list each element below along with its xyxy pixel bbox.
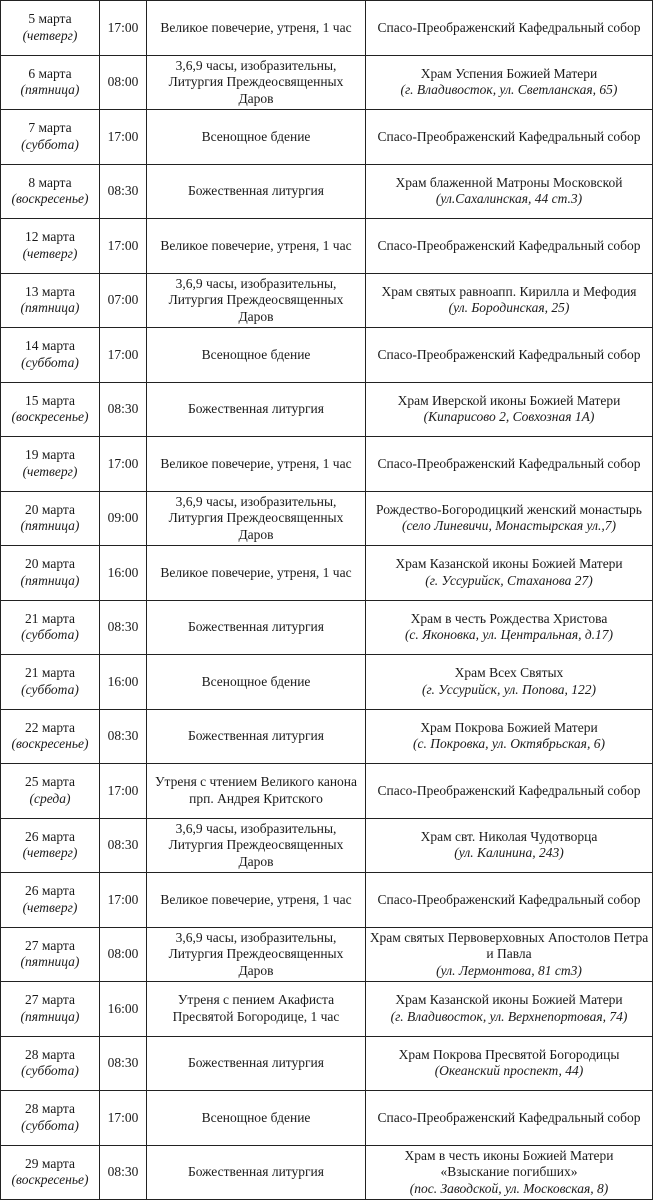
date-text: 22 марта: [25, 719, 75, 735]
service-text: Божественная литургия: [187, 401, 324, 416]
church-name: Спасо-Преображенский Кафедральный собор: [377, 455, 641, 471]
schedule-row: [1, 491, 653, 546]
date-cell: [1, 110, 100, 165]
service-cell: [147, 600, 366, 655]
church-address: (ул. Бородинская, 25): [448, 300, 570, 316]
church-address: (пос. Заводской, ул. Московская, 8): [409, 1180, 609, 1196]
time-cell: [100, 818, 147, 873]
time-text: 08:30: [107, 1055, 139, 1070]
date-cell: [1, 382, 100, 437]
place-cell: [366, 982, 653, 1037]
church-name: Спасо-Преображенский Кафедральный собор: [377, 891, 641, 907]
service-text: Великое повечерие, утреня, 1 час: [160, 564, 352, 580]
date-text: 12 марта: [25, 229, 75, 245]
place-cell: [366, 382, 653, 437]
church-address: (г. Уссурийск, Стаханова 27): [425, 572, 593, 588]
weekday-text: (воскресенье): [11, 409, 89, 425]
church-name: Рождество-Богородицкий женский монастырь: [376, 501, 642, 517]
place-cell: [366, 437, 653, 492]
schedule-row: [1, 55, 653, 110]
church-name: Храм Покрова Пресвятой Богородицы: [398, 1046, 620, 1062]
service-cell: [147, 328, 366, 383]
time-cell: [100, 328, 147, 383]
church-address: (ул. Лермонтова, 81 ст3): [436, 962, 582, 978]
service-text: Божественная литургия: [187, 728, 324, 743]
time-text: 08:30: [107, 183, 139, 198]
place-cell: [366, 927, 653, 982]
place-cell: [366, 546, 653, 601]
time-cell: [100, 219, 147, 274]
weekday-text: (пятница): [20, 954, 80, 970]
service-cell: [147, 219, 366, 274]
service-text: Утреня с чтением Великого канона прп. Андрея Критского: [154, 774, 358, 806]
place-cell: [366, 1, 653, 56]
church-name: Храм Успения Божией Матери: [420, 65, 598, 81]
church-name: Храм святых Первоверховных Апостолов Петра и Павла: [369, 929, 649, 961]
schedule-row: [1, 164, 653, 219]
weekday-text: (суббота): [21, 681, 79, 697]
time-text: 08:30: [107, 401, 139, 416]
place-cell: [366, 764, 653, 819]
date-text: 13 марта: [25, 283, 75, 299]
service-text: Божественная литургия: [187, 1164, 324, 1179]
service-text: Божественная литургия: [187, 619, 324, 634]
place-cell: [366, 1091, 653, 1146]
schedule-row: [1, 1145, 653, 1200]
time-text: 08:30: [107, 1164, 139, 1179]
church-address: (ул.Сахалинская, 44 ст.3): [435, 191, 583, 207]
service-cell: [147, 927, 366, 982]
time-cell: [100, 382, 147, 437]
service-cell: [147, 873, 366, 928]
date-cell: [1, 982, 100, 1037]
time-cell: [100, 982, 147, 1037]
time-cell: [100, 1036, 147, 1091]
time-cell: [100, 655, 147, 710]
schedule-row: [1, 273, 653, 328]
date-text: 26 марта: [25, 828, 75, 844]
place-cell: [366, 491, 653, 546]
date-text: 7 марта: [28, 120, 72, 136]
service-cell: [147, 1, 366, 56]
church-address: (г. Владивосток, ул. Светланская, 65): [400, 82, 618, 98]
time-text: 08:30: [107, 619, 139, 634]
time-text: 16:00: [107, 564, 139, 580]
date-cell: [1, 437, 100, 492]
time-text: 08:00: [107, 74, 139, 89]
date-cell: [1, 164, 100, 219]
place-cell: [366, 328, 653, 383]
service-text: 3,6,9 часы, изобразительны, Литургия Преждеосвященных Даров: [168, 57, 344, 106]
church-name: Храм блаженной Матроны Московской: [395, 174, 623, 190]
service-cell: [147, 1091, 366, 1146]
weekday-text: (четверг): [22, 899, 78, 915]
date-cell: [1, 655, 100, 710]
schedule-row: [1, 219, 653, 274]
time-text: 08:00: [107, 946, 139, 961]
date-text: 28 марта: [25, 1101, 75, 1117]
schedule-row: [1, 1091, 653, 1146]
time-cell: [100, 546, 147, 601]
time-text: 17:00: [107, 346, 139, 362]
weekday-text: (четверг): [22, 845, 78, 861]
weekday-text: (суббота): [21, 627, 79, 643]
place-cell: [366, 1145, 653, 1200]
date-cell: [1, 927, 100, 982]
date-cell: [1, 1091, 100, 1146]
church-address: (Кипарисово 2, Совхозная 1А): [423, 409, 595, 425]
church-address: (г. Уссурийск, ул. Попова, 122): [421, 681, 597, 697]
time-cell: [100, 437, 147, 492]
date-text: 27 марта: [25, 937, 75, 953]
service-text: Великое повечерие, утреня, 1 час: [160, 891, 352, 907]
schedule-row: [1, 600, 653, 655]
place-cell: [366, 110, 653, 165]
date-cell: [1, 818, 100, 873]
schedule-body: [1, 1, 653, 1200]
place-cell: [366, 818, 653, 873]
date-text: 21 марта: [25, 665, 75, 681]
church-name: Храм в честь иконы Божией Матери «Взыскание погибших»: [404, 1147, 614, 1179]
service-cell: [147, 1036, 366, 1091]
time-text: 08:30: [107, 728, 139, 743]
date-text: 29 марта: [25, 1155, 75, 1171]
church-address: (с. Покровка, ул. Октябрьская, 6): [413, 736, 605, 752]
place-cell: [366, 709, 653, 764]
time-cell: [100, 764, 147, 819]
weekday-text: (воскресенье): [11, 191, 89, 207]
weekday-text: (пятница): [20, 572, 80, 588]
service-cell: [147, 110, 366, 165]
church-name: Храм Покрова Божией Матери: [420, 719, 598, 735]
service-text: Утреня с пением Акафиста Пресвятой Богородице, 1 час: [172, 992, 340, 1024]
church-address: (Океанский проспект, 44): [434, 1063, 584, 1079]
date-text: 21 марта: [25, 610, 75, 626]
date-text: 26 марта: [25, 883, 75, 899]
time-cell: [100, 873, 147, 928]
schedule-row: [1, 764, 653, 819]
weekday-text: (суббота): [21, 1117, 79, 1133]
schedule-row: [1, 709, 653, 764]
place-cell: [366, 164, 653, 219]
date-cell: [1, 491, 100, 546]
service-cell: [147, 273, 366, 328]
church-address: (ул. Калинина, 243): [454, 845, 564, 861]
schedule-row: [1, 818, 653, 873]
date-cell: [1, 219, 100, 274]
time-text: 16:00: [107, 673, 139, 689]
church-name: Спасо-Преображенский Кафедральный собор: [377, 782, 641, 798]
time-cell: [100, 709, 147, 764]
service-cell: [147, 764, 366, 819]
church-name: Спасо-Преображенский Кафедральный собор: [377, 19, 641, 35]
church-address: (село Линевичи, Монастырская ул.,7): [401, 518, 617, 534]
place-cell: [366, 873, 653, 928]
weekday-text: (воскресенье): [11, 736, 89, 752]
church-name: Храм Всех Святых: [454, 665, 564, 681]
schedule-row: [1, 382, 653, 437]
date-cell: [1, 273, 100, 328]
schedule-row: [1, 110, 653, 165]
service-text: 3,6,9 часы, изобразительны, Литургия Преждеосвященных Даров: [168, 820, 344, 869]
church-address: (г. Владивосток, ул. Верхнепортовая, 74): [390, 1008, 628, 1024]
church-name: Спасо-Преображенский Кафедральный собор: [377, 1109, 641, 1125]
service-cell: [147, 164, 366, 219]
church-name: Храм свт. Николая Чудотворца: [420, 828, 598, 844]
date-text: 14 марта: [25, 338, 75, 354]
service-text: Всенощное бдение: [201, 346, 311, 362]
time-text: 09:00: [107, 510, 139, 525]
place-cell: [366, 273, 653, 328]
service-cell: [147, 546, 366, 601]
place-cell: [366, 655, 653, 710]
weekday-text: (пятница): [20, 1008, 80, 1024]
service-cell: [147, 709, 366, 764]
time-text: 17:00: [107, 128, 139, 144]
weekday-text: (четверг): [22, 245, 78, 261]
church-name: Спасо-Преображенский Кафедральный собор: [377, 237, 641, 253]
date-cell: [1, 328, 100, 383]
date-text: 25 марта: [25, 774, 75, 790]
church-name: Храм святых равноапп. Кирилла и Мефодия: [381, 283, 637, 299]
schedule-row: [1, 437, 653, 492]
weekday-text: (четверг): [22, 463, 78, 479]
service-cell: [147, 655, 366, 710]
schedule-row: [1, 1036, 653, 1091]
service-text: Великое повечерие, утреня, 1 час: [160, 237, 352, 253]
date-text: 6 марта: [28, 65, 72, 81]
schedule-row: [1, 927, 653, 982]
time-cell: [100, 55, 147, 110]
date-cell: [1, 873, 100, 928]
time-cell: [100, 491, 147, 546]
church-name: Храм Иверской иконы Божией Матери: [397, 392, 621, 408]
weekday-text: (пятница): [20, 82, 80, 98]
date-cell: [1, 1, 100, 56]
service-text: Божественная литургия: [187, 1055, 324, 1070]
service-cell: [147, 491, 366, 546]
time-text: 17:00: [107, 237, 139, 253]
schedule-row: [1, 328, 653, 383]
service-text: Всенощное бдение: [201, 673, 311, 689]
date-text: 8 марта: [28, 174, 72, 190]
time-text: 17:00: [107, 891, 139, 907]
time-cell: [100, 600, 147, 655]
place-cell: [366, 600, 653, 655]
service-cell: [147, 982, 366, 1037]
service-text: 3,6,9 часы, изобразительны, Литургия Преждеосвященных Даров: [168, 929, 344, 978]
time-cell: [100, 164, 147, 219]
service-text: Великое повечерие, утреня, 1 час: [160, 455, 352, 471]
schedule-row: [1, 546, 653, 601]
date-text: 27 марта: [25, 992, 75, 1008]
time-cell: [100, 927, 147, 982]
service-cell: [147, 818, 366, 873]
time-cell: [100, 273, 147, 328]
date-cell: [1, 1036, 100, 1091]
weekday-text: (пятница): [20, 300, 80, 316]
weekday-text: (четверг): [22, 27, 78, 43]
date-cell: [1, 764, 100, 819]
weekday-text: (суббота): [21, 1063, 79, 1079]
service-cell: [147, 1145, 366, 1200]
time-text: 17:00: [107, 19, 139, 35]
church-name: Спасо-Преображенский Кафедральный собор: [377, 346, 641, 362]
service-cell: [147, 55, 366, 110]
weekday-text: (воскресенье): [11, 1172, 89, 1188]
schedule-row: [1, 982, 653, 1037]
weekday-text: (пятница): [20, 518, 80, 534]
time-cell: [100, 1145, 147, 1200]
time-text: 17:00: [107, 1109, 139, 1125]
service-text: Всенощное бдение: [201, 1109, 311, 1125]
time-text: 08:30: [107, 837, 139, 852]
place-cell: [366, 55, 653, 110]
date-text: 20 марта: [25, 556, 75, 572]
time-text: 17:00: [107, 455, 139, 471]
date-text: 5 марта: [28, 11, 72, 27]
place-cell: [366, 1036, 653, 1091]
schedule-row: [1, 873, 653, 928]
service-cell: [147, 382, 366, 437]
date-cell: [1, 709, 100, 764]
church-name: Спасо-Преображенский Кафедральный собор: [377, 128, 641, 144]
place-cell: [366, 219, 653, 274]
date-cell: [1, 600, 100, 655]
weekday-text: (среда): [29, 790, 71, 806]
service-text: Божественная литургия: [187, 183, 324, 198]
date-cell: [1, 55, 100, 110]
weekday-text: (суббота): [21, 136, 79, 152]
schedule-row: [1, 655, 653, 710]
weekday-text: (суббота): [21, 354, 79, 370]
date-text: 19 марта: [25, 447, 75, 463]
service-cell: [147, 437, 366, 492]
date-cell: [1, 1145, 100, 1200]
date-cell: [1, 546, 100, 601]
service-text: 3,6,9 часы, изобразительны, Литургия Преждеосвященных Даров: [168, 493, 344, 542]
church-name: Храм в честь Рождества Христова: [410, 610, 608, 626]
date-text: 28 марта: [25, 1046, 75, 1062]
time-cell: [100, 110, 147, 165]
time-text: 07:00: [107, 292, 139, 307]
time-text: 17:00: [107, 782, 139, 798]
date-text: 15 марта: [25, 392, 75, 408]
service-text: 3,6,9 часы, изобразительны, Литургия Преждеосвященных Даров: [168, 275, 344, 324]
service-text: Великое повечерие, утреня, 1 час: [160, 19, 352, 35]
time-cell: [100, 1091, 147, 1146]
time-text: 16:00: [107, 1000, 139, 1016]
church-name: Храм Казанской иконы Божией Матери: [395, 556, 623, 572]
schedule-row: [1, 1, 653, 56]
church-name: Храм Казанской иконы Божией Матери: [395, 992, 623, 1008]
church-address: (с. Яконовка, ул. Центральная, д.17): [404, 627, 614, 643]
service-text: Всенощное бдение: [201, 128, 311, 144]
time-cell: [100, 1, 147, 56]
date-text: 20 марта: [25, 501, 75, 517]
